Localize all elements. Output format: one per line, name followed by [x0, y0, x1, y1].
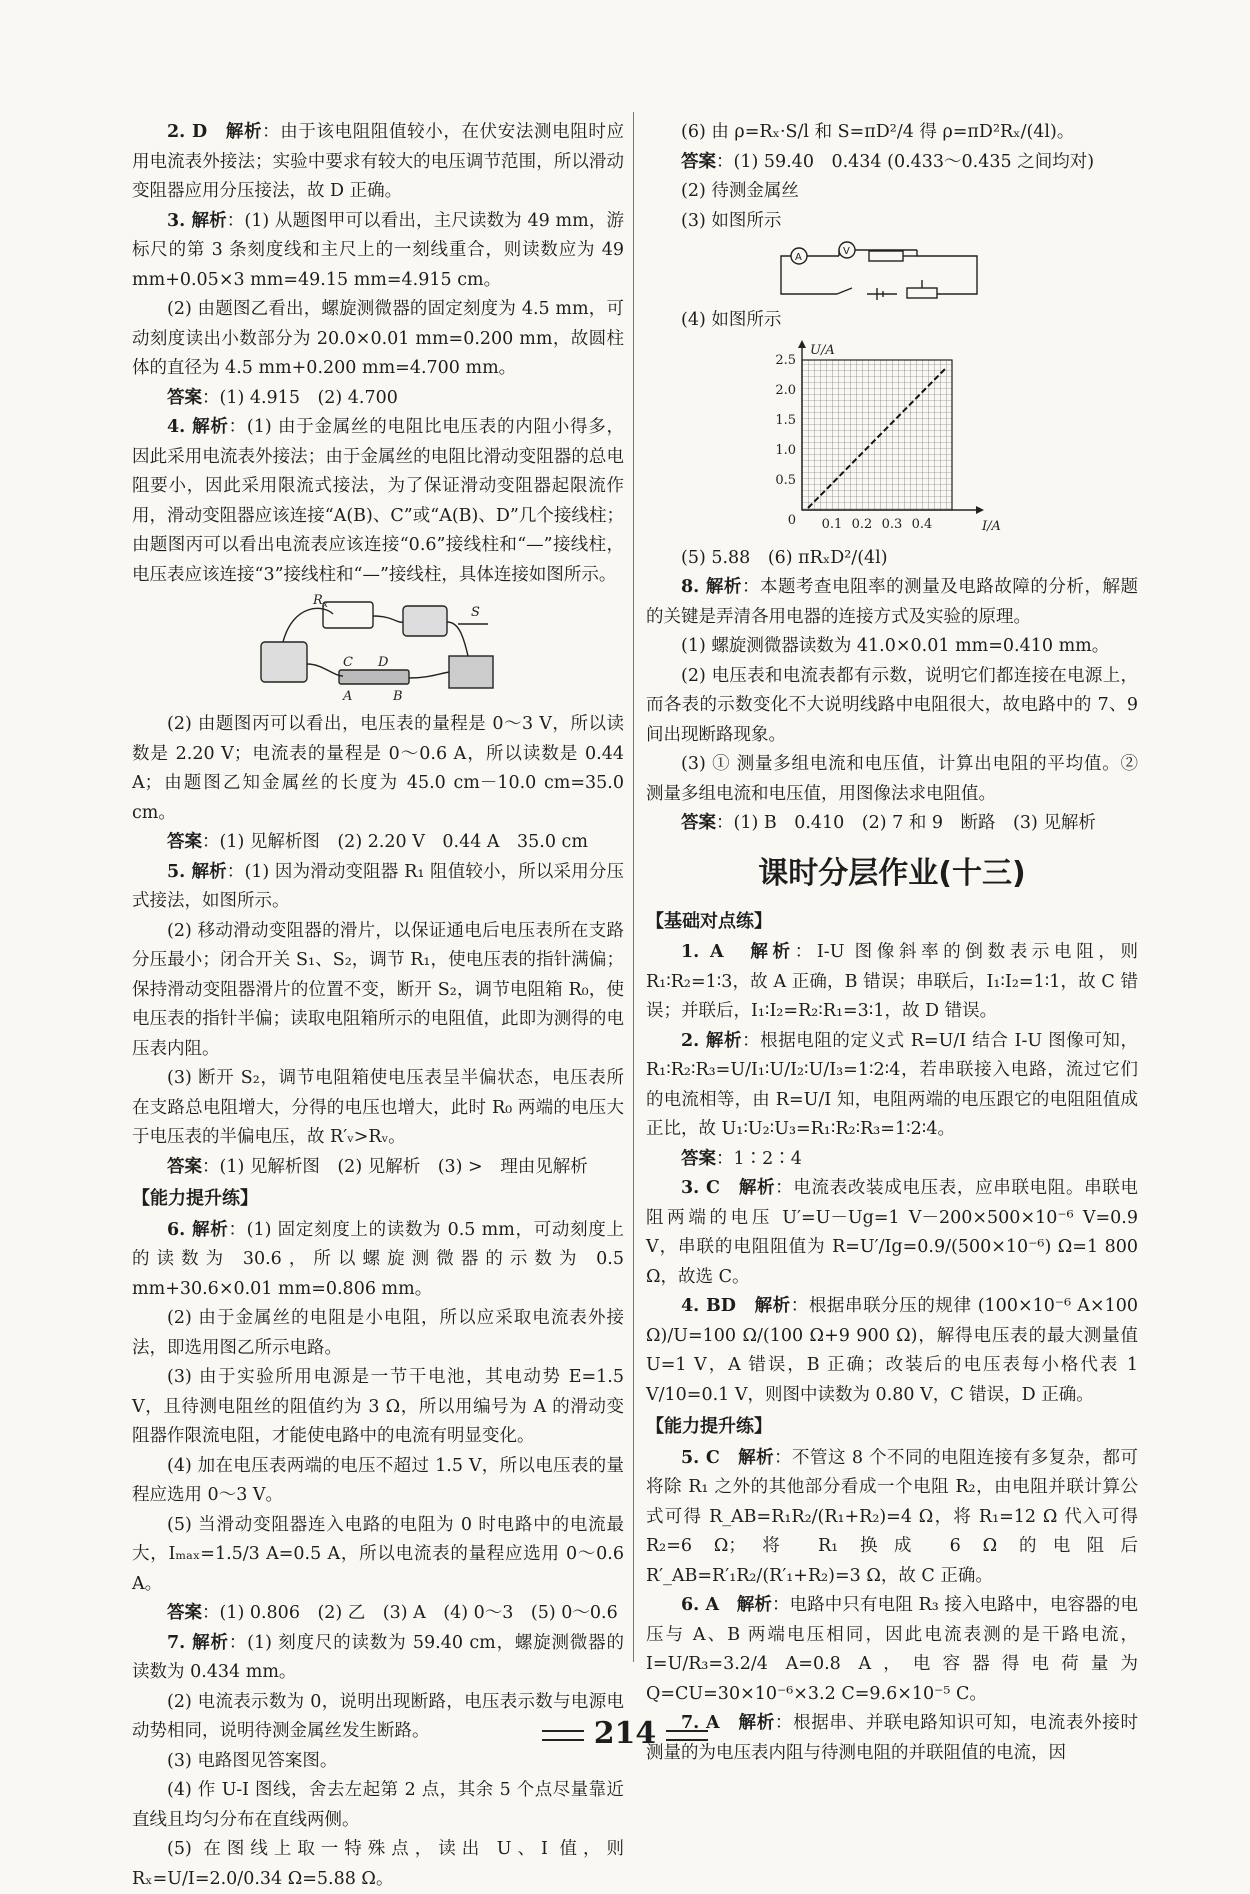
svg-text:Rx: $R_x$ — [312, 594, 328, 610]
paragraph-text: (2) 由题图乙看出，螺旋测微器的固定刻度为 4.5 mm，可动刻度读出小数部分为 20.0×0.01 mm=0.200 mm，故圆柱体的直径为 4.5 mm+0.200 mm=4.700 mm。 — [132, 299, 624, 378]
svg-text:A: A — [795, 252, 802, 263]
paragraph — [646, 1145, 1138, 1175]
paragraph-text: (2) 由题图丙可以看出，电压表的量程是 0～3 V，所以读数是 2.20 V；电流表的量程是 0～0.6 A，所以读数是 0.44 A；由题图乙知金属丝的长度为 45.0 cm－10.0 cm=35.0 cm。 — [132, 714, 624, 823]
paragraph — [132, 1511, 624, 1600]
paragraph — [132, 1452, 624, 1511]
paragraph-lead: 2. D 解析 — [167, 122, 262, 142]
paragraph-lead: 4. 解析 — [167, 417, 229, 437]
section-ability-2: 【能力提升练】 — [646, 1412, 1138, 1442]
y-tick-label: 1.0 — [775, 443, 796, 458]
paragraph — [646, 1292, 1138, 1410]
right-column — [646, 118, 1138, 1768]
x-tick-label: 0.3 — [882, 517, 903, 532]
paragraph — [646, 662, 1138, 751]
paragraph — [646, 177, 1138, 207]
wiring-figure — [253, 594, 503, 706]
paragraph — [132, 1835, 624, 1894]
y-tick-label: 2.5 — [775, 353, 796, 368]
paragraph-lead: 6. 解析 — [167, 1220, 228, 1240]
paragraph — [132, 295, 624, 384]
paragraph-lead: 2. 解析 — [681, 1031, 742, 1051]
paragraph — [132, 1776, 624, 1835]
paragraph — [132, 1599, 624, 1629]
section-ability: 【能力提升练】 — [132, 1184, 624, 1214]
left-block-3 — [132, 1216, 624, 1894]
paragraph — [132, 384, 624, 414]
paragraph-lead: 5. C 解析 — [681, 1448, 774, 1468]
column-divider — [633, 112, 634, 1662]
paragraph-text: (4) 加在电压表两端的电压不超过 1.5 V，所以电压表的量程应选用 0～3 V。 — [132, 1456, 624, 1506]
paragraph-text: (3) ① 测量多组电流和电压值，计算出电阻的平均值。② 测量多组电流和电压值，用图像法求电阻值。 — [646, 754, 1138, 804]
section-basic: 【基础对点练】 — [646, 907, 1138, 937]
svg-text:A: A — [342, 689, 352, 704]
paragraph-text: (2) 电流表示数为 0，说明出现断路，电压表示数与电源电动势相同，说明待测金属丝发生断路。 — [132, 1692, 624, 1742]
x-tick-label: 0.4 — [912, 517, 933, 532]
left-block-1 — [132, 118, 624, 590]
paragraph-text: ：(1) 见解析图 (2) 2.20 V 0.44 A 35.0 cm — [202, 832, 588, 852]
svg-text:C: C — [343, 655, 353, 670]
x-tick-label: 0.2 — [852, 517, 873, 532]
svg-text:B: B — [392, 689, 403, 704]
paragraph — [132, 858, 624, 917]
paragraph — [646, 938, 1138, 1027]
paragraph-text: ：(1) 59.40 0.434 (0.433～0.435 之间均对) — [716, 152, 1094, 172]
y-tick-label: 1.5 — [775, 413, 796, 428]
paragraph — [132, 917, 624, 1065]
paragraph-text: ：电流表改装成电压表，应串联电阻。串联电阻两端的电压 U′=U－Ug=1 V－200×500×10⁻⁶ V=0.9 V，串联的电阻阻值为 R=U′/Ig=0.9/(500×10⁻⁶) Ω=1 800 Ω，故选 C。 — [646, 1178, 1138, 1287]
y-tick-label: 2.0 — [775, 383, 796, 398]
right-block-3 — [646, 938, 1138, 1410]
paragraph — [646, 1174, 1138, 1292]
paragraph-text: (3) 断开 S₂，调节电阻箱使电压表呈半偏状态，电压表所在支路总电阻增大，分得的电压也增大，此时 R₀ 两端的电压大于电压表的半偏电压，故 R′ᵥ>Rᵥ。 — [132, 1068, 624, 1147]
left-block-2 — [132, 710, 624, 1182]
paragraph-text: ：不管这 8 个不同的电阻连接有多复杂，都可将除 R₁ 之外的其他部分看成一个电阻 R₂，由电阻并联计算公式可得 R_AB=R₁R₂/(R₁+R₂)=4 Ω，将 R₁=12 Ω 代入可得 R₂=6 Ω；将 R₁ 换成 6 Ω 的电阻后 R′_AB=R′₁R₂/(R′₁+R₂)=3 Ω，故 C 正确。 — [646, 1448, 1138, 1586]
paragraph-text: (3) 由于实验所用电源是一节干电池，其电动势 E=1.5 V，且待测电阻丝的阻值约为 3 Ω，所以用编号为 A 的滑动变阻器作限流电阻，才能使电路中的电流有明显变化。 — [132, 1367, 624, 1446]
paragraph-text: (5) 当滑动变阻器连入电路的电阻为 0 时电路中的电流最大，Iₘₐₓ=1.5/3 A=0.5 A，所以电流表的量程应选用 0～0.6 A。 — [132, 1515, 624, 1594]
circuit-diagram — [777, 240, 1007, 302]
paragraph-text: ：(1) 由于金属丝的电阻比电压表的内阻小得多，因此采用电流表外接法；由于金属丝的电阻比滑动变阻器的总电阻要小，因此采用限流式接法，为了保证滑动变阻器起限流作用，滑动变阻器应该连接“A(B)、C”或“A(B)、D”几个接线柱；由题图丙可以看出电流表应该连接“0.6”接线柱和“—”接线柱，电压表应该连接“3”接线柱和“—”接线柱，具体连接如图所示。 — [132, 417, 624, 585]
paragraph-lead: 7. A 解析 — [681, 1713, 775, 1733]
x-tick-label: 0.1 — [822, 517, 843, 532]
paragraph-lead: 答案 — [167, 832, 202, 852]
paragraph — [646, 750, 1138, 809]
paragraph-text: ：(1) B 0.410 (2) 7 和 9 断路 (3) 见解析 — [716, 813, 1096, 833]
paragraph-text: (2) 移动滑动变阻器的滑片，以保证通电后电压表所在支路分压最小；闭合开关 S₁、S₂，调节 R₁，使电压表的指针满偏；保持滑动变阻器滑片的位置不变，断开 S₂，调节电阻箱 R₀，使电压表的指针半偏；读取电阻箱所示的电阻值，此即为测得的电压表内阻。 — [132, 921, 624, 1059]
y-axis-label: U/A — [810, 343, 835, 358]
ui-graph — [742, 340, 1042, 540]
paragraph-lead: 1. A 解析 — [681, 942, 795, 962]
paragraph-lead: 答案 — [167, 1603, 202, 1623]
paragraph — [646, 148, 1138, 178]
paragraph — [646, 1444, 1138, 1592]
paragraph — [132, 1153, 624, 1183]
y-tick-label: 0.5 — [775, 473, 796, 488]
paragraph-text: ：电路中只有电阻 R₃ 接入电路中，电容器的电压与 A、B 两端电压相同，因此电流表测的是干路电流，I=U/R₃=3.2/4 A=0.8 A，电容器得电荷量为 Q=CU=30×10⁻⁶×3.2 C=9.6×10⁻⁵ C。 — [646, 1595, 1138, 1704]
paragraph-text: (3) 电路图见答案图。 — [167, 1751, 337, 1771]
paragraph-text: ：1∶2∶4 — [716, 1149, 802, 1169]
paragraph-lead: 答案 — [681, 1149, 716, 1169]
paragraph — [646, 573, 1138, 632]
paragraph-lead: 5. 解析 — [167, 862, 227, 882]
paragraph — [132, 828, 624, 858]
paragraph-text: (1) 螺旋测微器读数为 41.0×0.01 mm=0.410 mm。 — [681, 636, 1109, 656]
paragraph-text: ：由于该电阻阻值较小，在伏安法测电阻时应用电流表外接法；实验中要求有较大的电压调节范围，所以滑动变阻器应用分压接法，故 D 正确。 — [132, 122, 624, 201]
paragraph-lead: 答案 — [167, 388, 202, 408]
paragraph — [646, 118, 1138, 148]
paragraph-text: ：根据串、并联电路知识可知，电流表外接时测量的为电压表内阻与待测电阻的并联阻值的电流，因 — [646, 1713, 1138, 1763]
right-block-2 — [646, 573, 1138, 839]
paragraph — [132, 1064, 624, 1153]
paragraph-text: (4) 作 U-I 图线，舍去左起第 2 点，其余 5 个点尽量靠近直线且均匀分布在直线两侧。 — [132, 1780, 624, 1830]
paragraph — [646, 809, 1138, 839]
svg-text:V: V — [843, 246, 850, 257]
paragraph-lead: 答案 — [681, 813, 716, 833]
paragraph — [646, 1591, 1138, 1709]
paragraph — [132, 118, 624, 207]
paragraph — [132, 413, 624, 590]
paragraph — [646, 632, 1138, 662]
page-number-rule-right — [666, 1730, 708, 1741]
paragraph-text: ：(1) 因为滑动变阻器 R₁ 阻值较小，所以采用分压式接法，如图所示。 — [132, 862, 624, 912]
paragraph-text: (2) 电压表和电流表都有示数，说明它们都连接在电源上，而各表的示数变化不大说明线路中电阻很大，故电路中的 7、9 间出现断路现象。 — [646, 666, 1138, 745]
paragraph — [132, 710, 624, 828]
paragraph — [132, 1629, 624, 1688]
x-axis-label: I/A — [981, 519, 1001, 534]
paragraph-lead: 答案 — [681, 152, 716, 172]
paragraph-text: ：(1) 见解析图 (2) 见解析 (3) > 理由见解析 — [202, 1157, 588, 1177]
paragraph — [646, 1027, 1138, 1145]
paragraph-lead: 3. C 解析 — [681, 1178, 775, 1198]
paragraph-lead: 答案 — [167, 1157, 202, 1177]
paragraph-lead: 3. 解析 — [167, 211, 227, 231]
paragraph — [646, 207, 1138, 237]
paragraph-text: (3) 如图所示 — [681, 211, 781, 231]
page-number: 214 — [0, 1716, 1250, 1751]
paragraph-text: ：(1) 固定刻度上的读数为 0.5 mm，可动刻度上的读数为 30.6，所以螺旋测微器的示数为 0.5 mm+30.6×0.01 mm=0.806 mm。 — [132, 1220, 624, 1299]
paragraph — [132, 207, 624, 296]
paragraph-text: ：(1) 0.806 (2) 乙 (3) A (4) 0～3 (5) 0～0.6 — [202, 1603, 618, 1623]
left-column — [132, 118, 624, 1894]
paragraph — [132, 1216, 624, 1305]
chapter-title: 课时分层作业(十三) — [646, 843, 1138, 905]
paragraph-lead: 6. A 解析 — [681, 1595, 772, 1615]
paragraph-text: ：(1) 4.915 (2) 4.700 — [202, 388, 398, 408]
paragraph-text: (5) 在图线上取一特殊点，读出 U、I 值，则 Rₓ=U/I=2.0/0.34 Ω=5.88 Ω。 — [132, 1839, 624, 1889]
paragraph-lead: 4. BD 解析 — [681, 1296, 791, 1316]
paragraph-text: (6) 由 ρ=Rₓ·S/l 和 S=πD²/4 得 ρ=πD²Rₓ/(4l)。 — [681, 122, 1074, 142]
paragraph-text: (2) 待测金属丝 — [681, 181, 799, 201]
paragraph-lead: 8. 解析 — [681, 577, 742, 597]
paragraph-lead: 7. 解析 — [167, 1633, 229, 1653]
fig4-caption: (4) 如图所示 — [646, 306, 1138, 336]
after-graph-line: (5) 5.88 (6) πRₓD²/(4l) — [646, 544, 1138, 574]
page-number-rule-left — [542, 1730, 584, 1741]
paragraph-text: ：根据电阻的定义式 R=U/I 结合 I-U 图像可知，R₁∶R₂∶R₃=U/I₁∶U/I₂∶U/I₃=1∶2∶4，若串联接入电路，流过它们的电流相等，由 R=U/I 知，电阻两端的电压跟它的电阻阻值成正比，故 U₁∶U₂∶U₃=R₁∶R₂∶R₃=1∶2∶4。 — [646, 1031, 1138, 1140]
paragraph — [132, 1304, 624, 1363]
paragraph — [132, 1363, 624, 1452]
paragraph-text: (2) 由于金属丝的电阻是小电阻，所以应采取电流表外接法，即选用图乙所示电路。 — [132, 1308, 624, 1358]
paragraph-text: ：(1) 从题图甲可以看出，主尺读数为 49 mm，游标尺的第 3 条刻度线和主尺上的一刻线重合，则读数应为 49 mm+0.05×3 mm=49.15 mm=4.915 cm。 — [132, 211, 624, 290]
paragraph-text: ：I-U 图像斜率的倒数表示电阻，则 R₁∶R₂=1∶3，故 A 正确，B 错误；串联后，I₁∶I₂=1∶1，故 C 错误；并联后，I₁∶I₂=R₂∶R₁=3∶1，故 D 错误。 — [646, 942, 1138, 1021]
paragraph-text: ：本题考查电阻率的测量及电路故障的分析，解题的关键是弄清各用电器的连接方式及实验的原理。 — [646, 577, 1138, 627]
svg-text:D: D — [377, 655, 389, 670]
right-block-1 — [646, 118, 1138, 236]
svg-text:S: S — [471, 605, 480, 620]
paragraph-text: ：(1) 刻度尺的读数为 59.40 cm，螺旋测微器的读数为 0.434 mm。 — [132, 1633, 624, 1683]
origin-label: 0 — [788, 513, 796, 528]
paragraph-text: ：根据串联分压的规律 (100×10⁻⁶ A×100 Ω)/U=100 Ω/(100 Ω+9 900 Ω)，解得电压表的最大测量值 U=1 V，A 错误，B 正确；改装后的电压表每小格代表 1 V/10=0.1 V，则图中读数为 0.80 V，C 错误，D 正确。 — [646, 1296, 1138, 1405]
